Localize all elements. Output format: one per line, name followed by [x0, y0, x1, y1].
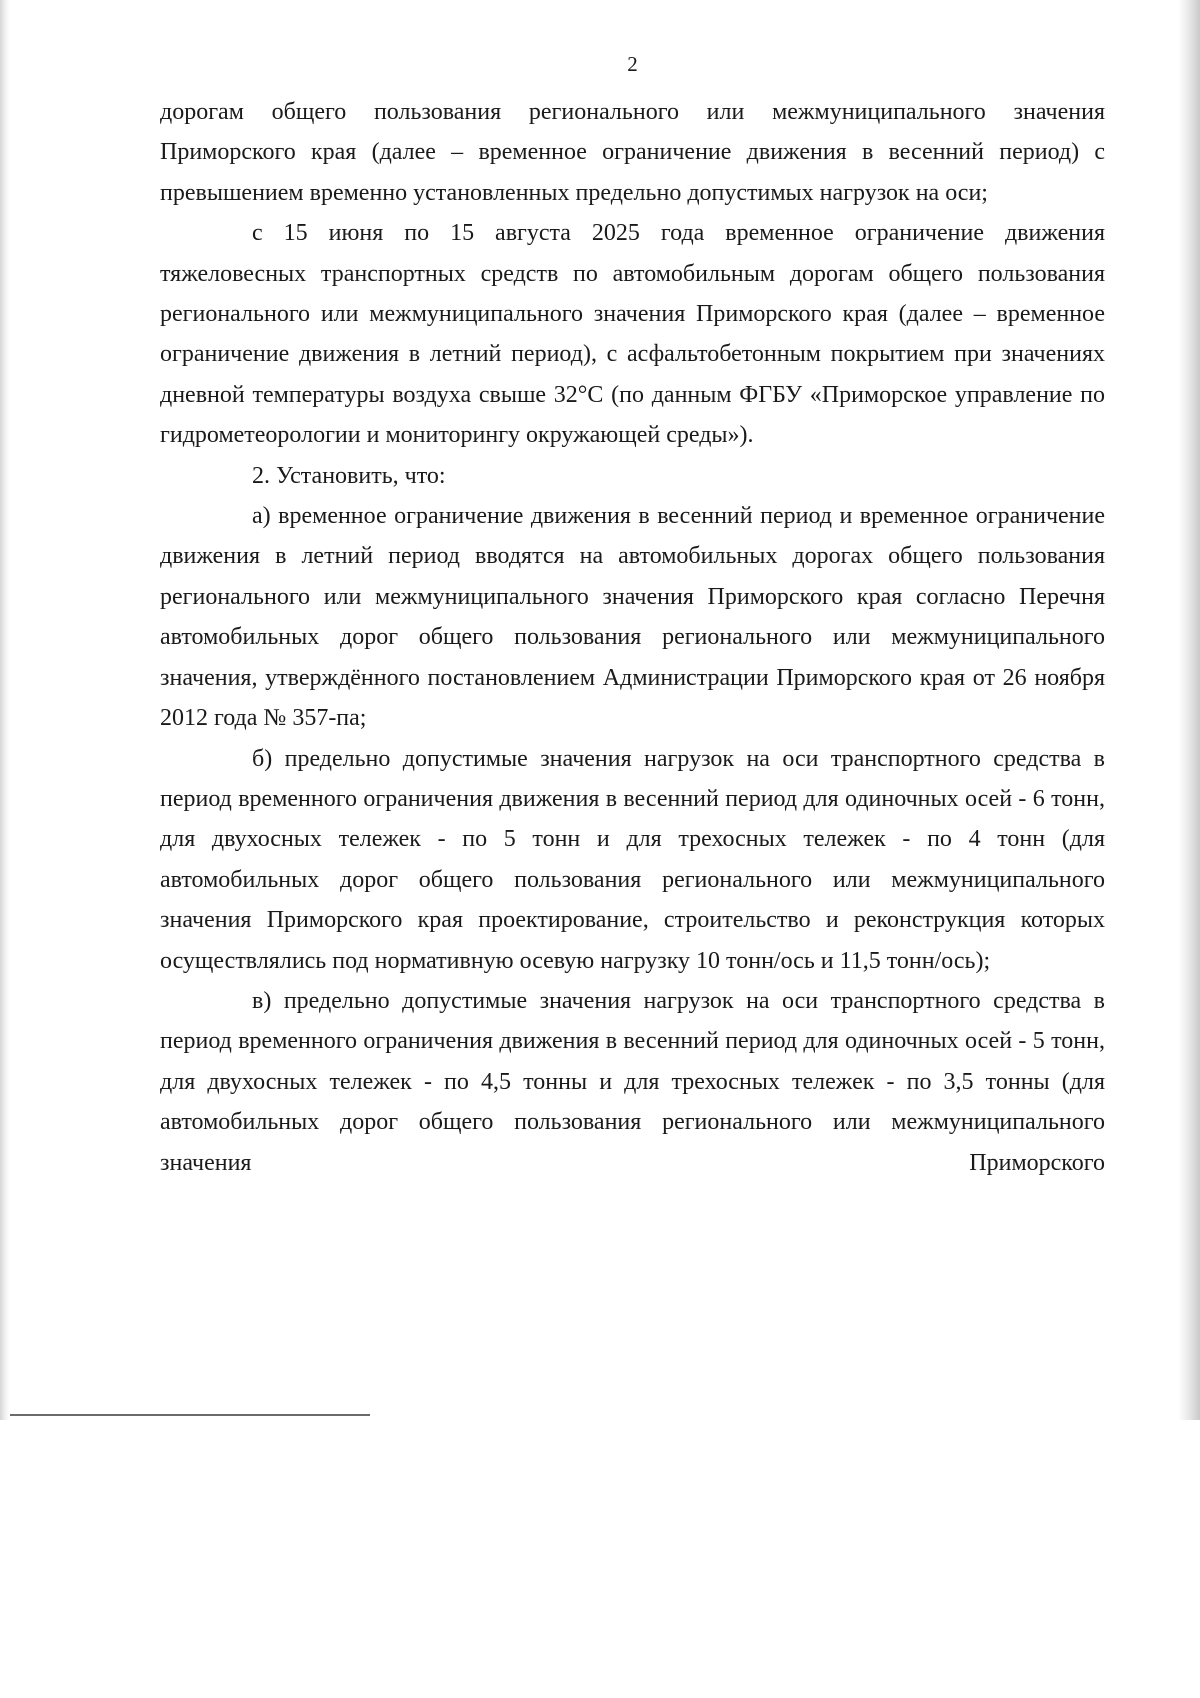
scan-edge-left [0, 0, 10, 1420]
document-body [160, 92, 1105, 1183]
paragraph-summer-restriction: с 15 июня по 15 августа 2025 года временное ограничение движения тяжеловесных транспортных средств по автомобильным дорогам общего пользования регионального или межмуниципального значения Приморского края (далее – временное ограничение движения в летний период), с асфальтобетонным покрытием при значениях дневной температуры воздуха свыше 32°С (по данным ФГБУ «Приморское управление по гидрометеорологии и мониторингу окружающей среды»). [160, 220, 1105, 449]
scan-edge-right [1178, 0, 1200, 1420]
paragraph-item-a: а) временное ограничение движения в весенний период и временное ограничение движения в летний период вводятся на автомобильных дорогах общего пользования регионального или межмуниципального значения Приморского края согласно Перечня автомобильных дорог общего пользования регионального или межмуниципального значения, утверждённого постановлением Администрации Приморского края от 26 ноября 2012 года № 357-па; [160, 503, 1105, 732]
paragraph-item-2: 2. Установить, что: [252, 462, 446, 489]
paragraph-item-v: в) предельно допустимые значения нагрузок на оси транспортного средства в период временного ограничения движения в весенний период для одиночных осей - 5 тонн, для двухосных тележек - по 4,5 тонны и для трехосных тележек - по 3,5 тонны (для автомобильных дорог общего пользования регионального или межмуниципального значения Приморского [160, 987, 1105, 1176]
page-number: 2 [627, 52, 638, 76]
paragraph-item-b: б) предельно допустимые значения нагрузок на оси транспортного средства в период временного ограничения движения в весенний период для одиночных осей - 6 тонн, для двухосных тележек - по 5 тонн и для трехосных тележек - по 4 тонн (для автомобильных дорог общего пользования регионального или межмуниципального значения Приморского края проектирование, строительство и реконструкция которых осуществлялись под нормативную осевую нагрузку 10 тонн/ось и 11,5 тонн/ось); [160, 745, 1105, 974]
scan-artifact-line [10, 1414, 370, 1416]
paragraph-continuation: дорогам общего пользования регионального или межмуниципального значения Приморского края (далее – временное ограничение движения в весенний период) с превышением временно установленных предельно допустимых нагрузок на оси; [160, 99, 1105, 206]
